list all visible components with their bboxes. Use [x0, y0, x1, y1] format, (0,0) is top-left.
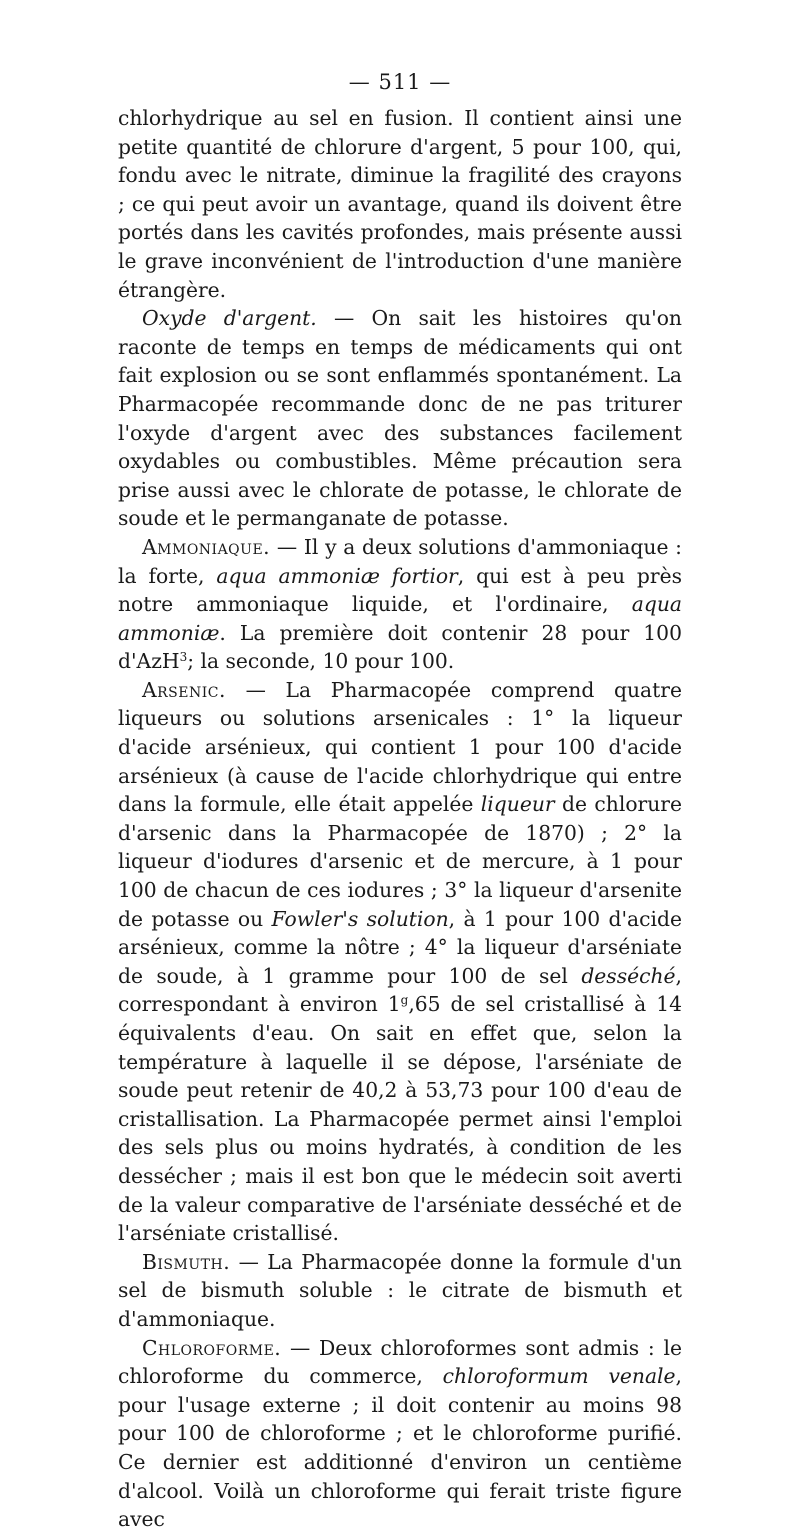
- paragraph-bismuth: [118, 1248, 682, 1334]
- paragraph-oxyde-argent: [118, 304, 682, 533]
- italic-term: liqueur: [480, 792, 555, 817]
- text-run: — On sait les histoires qu'on raconte de temps en temps de médicaments qui ont fait explosion ou se sont enflammés spontanément. La Pharmacopée recommande donc de ne pas triturer l'oxyde d'argent avec des substances facilement oxydables ou combustibles. Même précaution sera prise aussi avec le chlorate de potasse, le chlorate de soude et le permanganate de potasse.: [118, 306, 682, 531]
- text-run: de chlorure d'arsenic dans la Pharmacopée de 1870) ; 2° la liqueur d'iodures d'arsenic et de mercure, à 1 pour 100 de chacun de ces iodures ; 3° la liqueur d'arsenite de potasse ou: [118, 792, 683, 931]
- section-heading: Bismuth.: [142, 1249, 231, 1274]
- text-run: — La Pharmacopée comprend quatre liqueurs ou solutions arsenicales : 1° la liqueur d'acide arsénieux, qui contient 1 pour 100 d'acide arsénieux (à cause de l'acide chlorhydrique qui entre dans la formule, elle était appelée: [118, 677, 682, 817]
- section-heading: Arsenic.: [142, 677, 226, 702]
- italic-term: chloroformum venale: [442, 1364, 676, 1389]
- text-run: , pour l'usage externe ; il doit contenir au moins 98 pour 100 de chloroforme ; et le chloroforme purifié. Ce dernier est additionné d'environ un centième d'alcool. Voilà un chloroforme qui ferait triste figure avec: [118, 1364, 682, 1532]
- text-run: , à 1 pour 100 d'acide arsénieux, comme la nôtre ; 4° la liqueur d'arséniate de soude, à 1 gramme pour 100 de sel: [118, 906, 682, 988]
- italic-term: desséché: [581, 963, 676, 988]
- text-run: — Il y a deux solutions d'ammoniaque : la forte,: [118, 534, 682, 588]
- superscript: 3: [179, 650, 188, 665]
- text-run: , correspondant à environ 1: [118, 963, 682, 1017]
- italic-term: Oxyde d'argent.: [142, 306, 317, 331]
- italic-term: aqua ammoniæ fortior: [216, 563, 458, 588]
- paragraph-ammoniaque: [118, 533, 682, 676]
- text-run: . La première doit contenir 28 pour 100 d'AzH: [118, 620, 682, 674]
- paragraph-chloroforme: [118, 1334, 682, 1534]
- text-run: chlorhydrique au sel en fusion. Il contient ainsi une petite quantité de chlorure d'argent, 5 pour 100, qui, fondu avec le nitrate, diminue la fragilité des crayons ; ce qui peut avoir un avantage, quand ils doivent être portés dans les cavités profondes, mais présente aussi le grave inconvénient de l'introduction d'une manière étrangère.: [118, 106, 682, 302]
- text-run: , qui est à peu près notre ammoniaque liquide, et l'ordinaire,: [118, 563, 683, 617]
- italic-term: aqua ammoniæ: [118, 592, 682, 645]
- paragraph-chlorure-argent: [118, 104, 682, 304]
- page-body: [118, 104, 682, 1534]
- paragraph-arsenic: [118, 676, 682, 1248]
- page-number: — 511 —: [348, 70, 452, 94]
- text-run: — Deux chloroformes sont admis : le chloroforme du commerce,: [118, 1335, 682, 1389]
- italic-term: Fowler's solution: [271, 906, 449, 931]
- superscript: g: [400, 993, 409, 1008]
- text-run: ; la seconde, 10 pour 100.: [187, 649, 455, 674]
- section-heading: Ammoniaque.: [142, 534, 271, 559]
- text-run: — La Pharmacopée donne la formule d'un sel de bismuth soluble : le citrate de bismuth et d'ammoniaque.: [118, 1249, 682, 1331]
- section-heading: Chloroforme.: [142, 1335, 282, 1360]
- text-run: ,65 de sel cristallisé à 14 équivalents d'eau. On sait en effet que, selon la température à laquelle il se dépose, l'arséniate de soude peut retenir de 40,2 à 53,73 pour 100 d'eau de cristallisation. La Pharmacopée permet ainsi l'emploi des sels plus ou moins hydratés, à condition de les dessécher ; mais il est bon que le médecin soit averti de la valeur comparative de l'arséniate desséché et de l'arséniate cristallisé.: [118, 992, 682, 1246]
